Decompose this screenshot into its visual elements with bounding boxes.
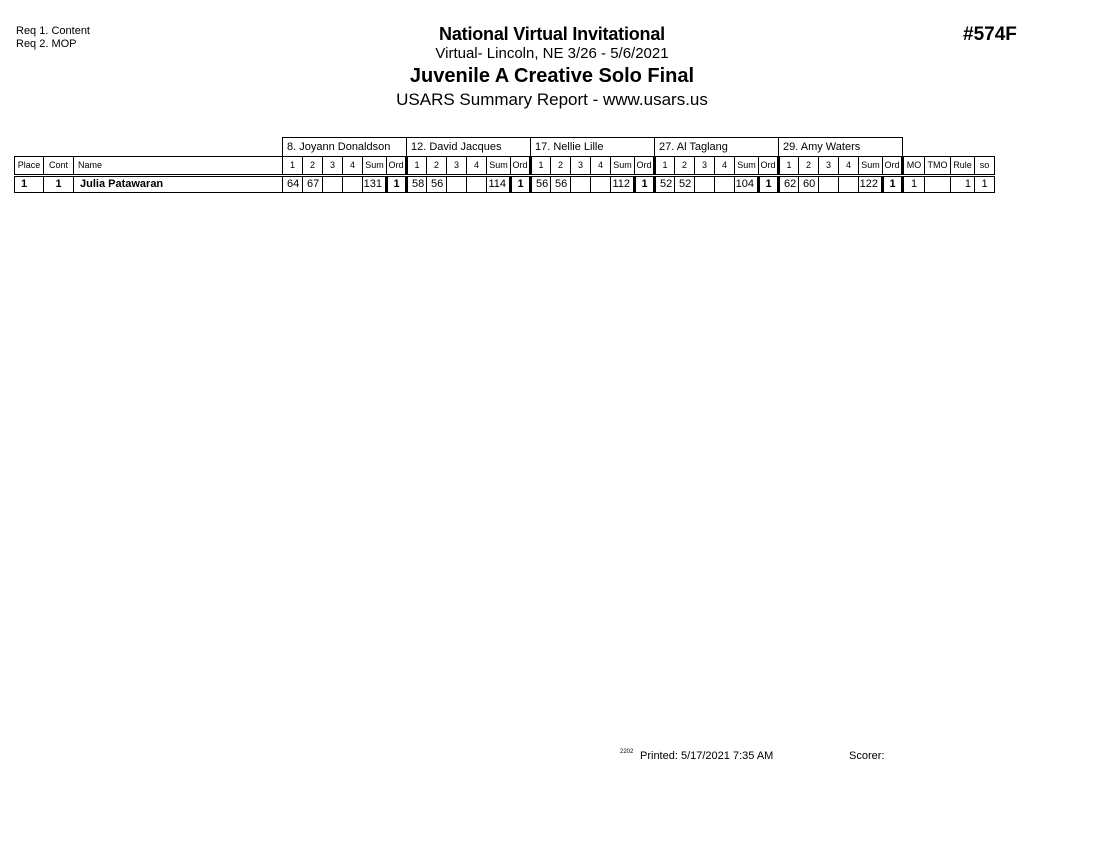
score-cell: 64: [283, 176, 303, 193]
scorer-label: Scorer:: [849, 750, 885, 762]
score-cell: [447, 176, 467, 193]
judge-name: 29. Amy Waters: [779, 138, 903, 157]
score-4-header: 4: [467, 157, 487, 176]
score-2-header: 2: [551, 157, 571, 176]
sum-cell: 112: [611, 176, 635, 193]
sum-header: Sum: [735, 157, 759, 176]
score-cell: [695, 176, 715, 193]
skater-name: Julia Patawaran: [74, 176, 283, 193]
judge-name: 12. David Jacques: [407, 138, 531, 157]
score-2-header: 2: [675, 157, 695, 176]
ord-header: Ord: [387, 157, 407, 176]
score-1-header: 1: [531, 157, 551, 176]
score-4-header: 4: [343, 157, 363, 176]
sum-cell: 114: [487, 176, 511, 193]
sum-header: Sum: [363, 157, 387, 176]
score-cell: [839, 176, 859, 193]
score-3-header: 3: [695, 157, 715, 176]
score-1-header: 1: [283, 157, 303, 176]
ord-header: Ord: [635, 157, 655, 176]
score-2-header: 2: [303, 157, 323, 176]
score-1-header: 1: [655, 157, 675, 176]
sum-header: Sum: [487, 157, 511, 176]
ord-cell: 1: [759, 176, 779, 193]
judge-name: 8. Joyann Donaldson: [283, 138, 407, 157]
score-2-header: 2: [427, 157, 447, 176]
cont-cell: 1: [44, 176, 74, 193]
score-3-header: 3: [819, 157, 839, 176]
score-cell: 62: [779, 176, 799, 193]
report-title: USARS Summary Report - www.usars.us: [396, 90, 708, 109]
column-header-row: [15, 157, 995, 176]
so-header: so: [975, 157, 995, 176]
score-4-header: 4: [715, 157, 735, 176]
rule-header: Rule: [951, 157, 975, 176]
mo-header: MO: [903, 157, 925, 176]
score-cell: 56: [551, 176, 571, 193]
score-3-header: 3: [571, 157, 591, 176]
score-cell: [715, 176, 735, 193]
score-4-header: 4: [839, 157, 859, 176]
results-table: [14, 137, 995, 193]
score-cell: 52: [675, 176, 695, 193]
ord-cell: 1: [883, 176, 903, 193]
score-3-header: 3: [323, 157, 343, 176]
score-cell: 52: [655, 176, 675, 193]
ord-header: Ord: [511, 157, 531, 176]
score-cell: [323, 176, 343, 193]
score-cell: 58: [407, 176, 427, 193]
sum-header: Sum: [859, 157, 883, 176]
score-cell: [819, 176, 839, 193]
event-name: Juvenile A Creative Solo Final: [409, 65, 695, 87]
score-cell: [343, 176, 363, 193]
tmo-header: TMO: [925, 157, 951, 176]
place-cell: 1: [15, 176, 44, 193]
sum-header: Sum: [611, 157, 635, 176]
printed-timestamp: Printed: 5/17/2021 7:35 AM: [640, 750, 774, 762]
event-location: Virtual- Lincoln, NE 3/26 - 5/6/2021: [435, 45, 669, 62]
ord-header: Ord: [759, 157, 779, 176]
cont-header: Cont: [44, 157, 74, 176]
judge-name: 27. Al Taglang: [655, 138, 779, 157]
score-cell: 60: [799, 176, 819, 193]
ord-header: Ord: [883, 157, 903, 176]
requirements-list: [16, 25, 90, 51]
ord-cell: 1: [635, 176, 655, 193]
judges-header-row: [15, 138, 995, 157]
sum-cell: 131: [363, 176, 387, 193]
place-header: Place: [15, 157, 44, 176]
table-row: [15, 176, 995, 193]
ord-cell: 1: [387, 176, 407, 193]
mo-cell: 1: [903, 176, 925, 193]
rule-cell: 1: [951, 176, 975, 193]
sum-cell: 122: [859, 176, 883, 193]
sum-cell: 104: [735, 176, 759, 193]
report-code: 2202: [620, 749, 634, 755]
name-header: Name: [74, 157, 283, 176]
score-cell: 56: [427, 176, 447, 193]
event-title: National Virtual Invitational: [439, 24, 665, 44]
report-header: [300, 24, 804, 111]
score-cell: 56: [531, 176, 551, 193]
score-cell: [467, 176, 487, 193]
score-4-header: 4: [591, 157, 611, 176]
judge-name: 17. Nellie Lille: [531, 138, 655, 157]
score-1-header: 1: [407, 157, 427, 176]
score-cell: [571, 176, 591, 193]
score-1-header: 1: [779, 157, 799, 176]
score-3-header: 3: [447, 157, 467, 176]
so-cell: 1: [975, 176, 995, 193]
score-cell: 67: [303, 176, 323, 193]
requirement-1: Req 1. Content: [16, 25, 90, 37]
ord-cell: 1: [511, 176, 531, 193]
score-cell: [591, 176, 611, 193]
requirement-2: Req 2. MOP: [16, 38, 77, 50]
tmo-cell: [925, 176, 951, 193]
event-number: #574F: [963, 24, 1017, 45]
score-2-header: 2: [799, 157, 819, 176]
